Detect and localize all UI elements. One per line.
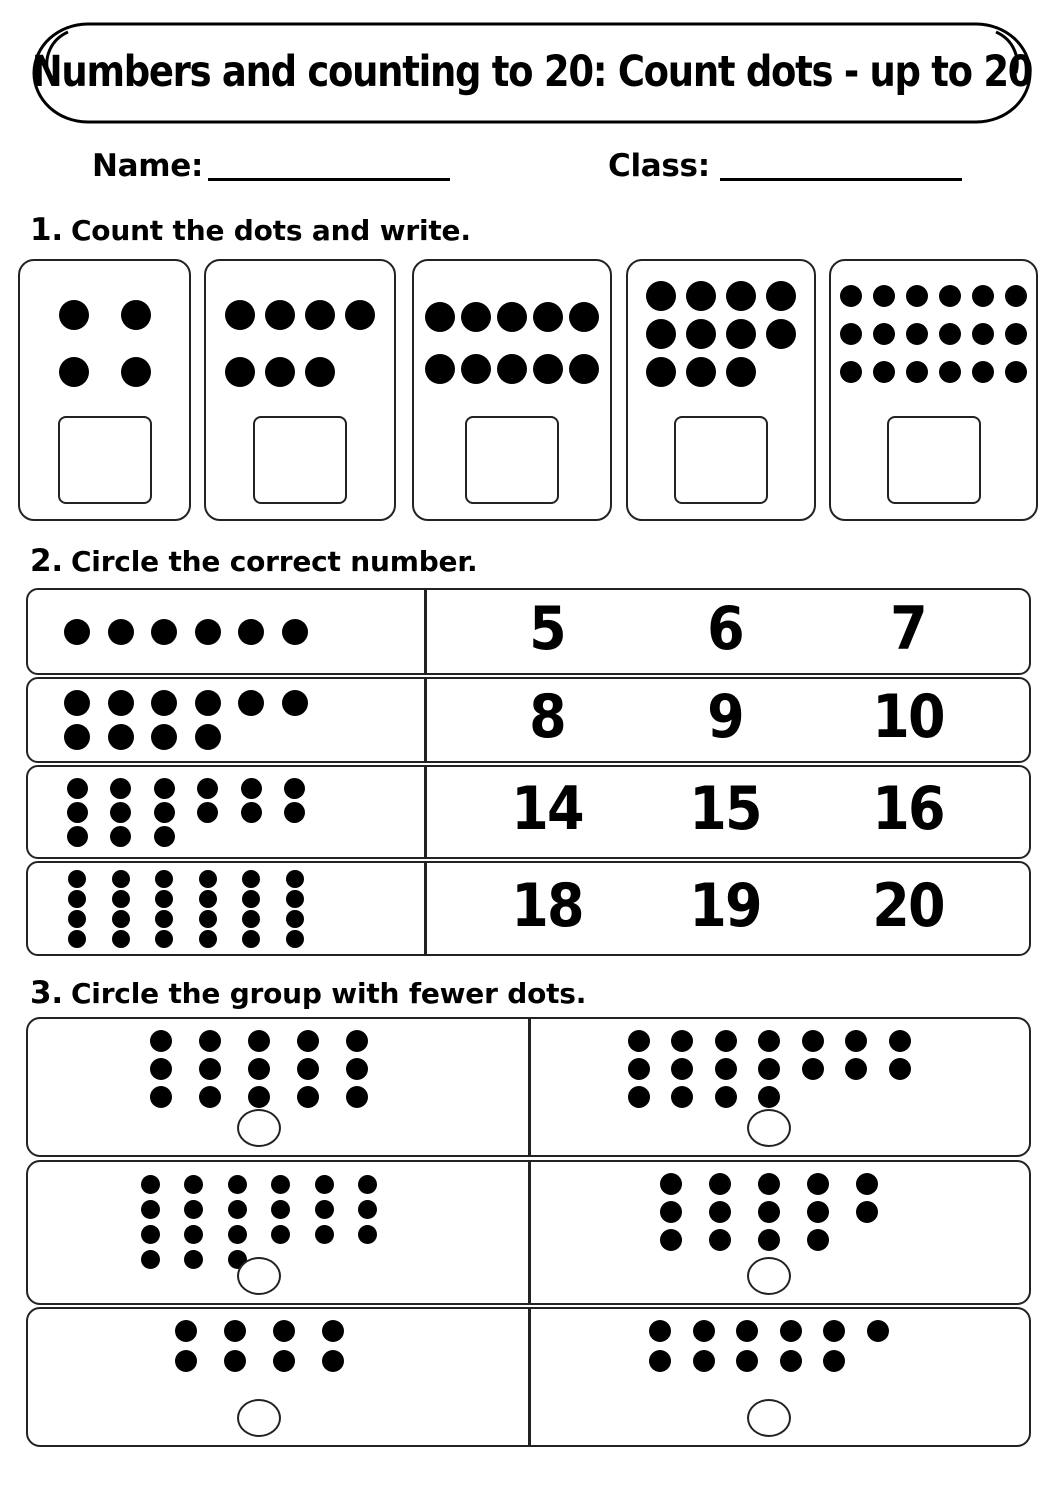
dot <box>802 1058 824 1080</box>
dot <box>345 300 375 330</box>
dot <box>660 1229 682 1251</box>
dot <box>569 302 599 332</box>
dot <box>68 930 86 948</box>
number-choice[interactable]: 7 <box>890 593 926 664</box>
dot <box>346 1086 368 1108</box>
dot <box>758 1229 780 1251</box>
number-choice[interactable]: 6 <box>707 593 743 664</box>
number-choice[interactable]: 8 <box>529 682 565 752</box>
number-choice[interactable]: 19 <box>689 870 761 941</box>
dot <box>241 802 262 823</box>
dot <box>693 1320 715 1342</box>
dot <box>297 1086 319 1108</box>
dot <box>758 1201 780 1223</box>
dot <box>68 910 86 928</box>
dot <box>108 619 134 645</box>
section-2-instruction: Circle the correct number. <box>70 545 478 578</box>
dot <box>315 1225 334 1244</box>
dot <box>709 1201 731 1223</box>
dot <box>873 323 895 345</box>
dot <box>845 1030 867 1052</box>
number-choice[interactable]: 14 <box>511 774 583 844</box>
dot <box>184 1175 203 1194</box>
dot <box>225 357 255 387</box>
row-divider <box>424 677 427 763</box>
dot <box>108 724 134 750</box>
dot <box>497 302 527 332</box>
dot <box>224 1320 246 1342</box>
dot <box>758 1086 780 1108</box>
dot <box>322 1350 344 1372</box>
dot <box>141 1225 160 1244</box>
dot <box>248 1058 270 1080</box>
dot <box>155 870 173 888</box>
dot <box>715 1030 737 1052</box>
dot <box>906 361 928 383</box>
dot <box>199 930 217 948</box>
right-answer-bubble[interactable] <box>747 1109 791 1147</box>
number-choice[interactable]: 10 <box>872 682 944 752</box>
dot <box>121 357 151 387</box>
dot <box>726 357 756 387</box>
dot <box>110 778 131 799</box>
dot <box>758 1058 780 1080</box>
dot <box>59 357 89 387</box>
dot <box>807 1229 829 1251</box>
dot <box>265 357 295 387</box>
dot <box>224 1350 246 1372</box>
dot <box>322 1320 344 1342</box>
dot <box>271 1175 290 1194</box>
dot <box>840 361 862 383</box>
dot <box>112 930 130 948</box>
number-choice[interactable]: 18 <box>511 870 583 941</box>
dot <box>461 302 491 332</box>
dot <box>199 1086 221 1108</box>
dot <box>67 826 88 847</box>
dot <box>59 300 89 330</box>
number-choice[interactable]: 5 <box>529 593 565 664</box>
dot <box>248 1086 270 1108</box>
class-label: Class: <box>608 148 710 184</box>
dot <box>175 1320 197 1342</box>
dot <box>315 1200 334 1219</box>
dot <box>199 870 217 888</box>
number-choice[interactable]: 9 <box>707 682 743 752</box>
dot <box>358 1175 377 1194</box>
right-answer-bubble[interactable] <box>747 1257 791 1295</box>
dot <box>693 1350 715 1372</box>
dot <box>807 1173 829 1195</box>
dot <box>840 323 862 345</box>
page-title: Numbers and counting to 20: Count dots - up to 20 <box>31 47 1033 97</box>
dot <box>305 357 335 387</box>
dot <box>807 1201 829 1223</box>
name-line[interactable] <box>208 178 450 181</box>
dot <box>154 802 175 823</box>
dot <box>242 910 260 928</box>
dot <box>199 1030 221 1052</box>
dot <box>758 1173 780 1195</box>
dot <box>155 890 173 908</box>
section-2-number: 2. <box>30 543 63 579</box>
dot <box>238 619 264 645</box>
dot <box>660 1173 682 1195</box>
dot <box>150 1030 172 1052</box>
dot <box>840 285 862 307</box>
row-divider <box>424 861 427 956</box>
left-answer-bubble[interactable] <box>237 1399 281 1437</box>
dot <box>628 1086 650 1108</box>
dot <box>110 826 131 847</box>
dot <box>286 910 304 928</box>
answer-box[interactable] <box>58 416 152 504</box>
answer-box[interactable] <box>674 416 768 504</box>
dot <box>906 285 928 307</box>
number-choice[interactable]: 15 <box>689 774 761 844</box>
dot <box>297 1058 319 1080</box>
dot <box>671 1058 693 1080</box>
answer-box[interactable] <box>253 416 347 504</box>
dot <box>68 870 86 888</box>
row-divider <box>424 765 427 859</box>
row-divider <box>424 588 427 675</box>
dot <box>845 1058 867 1080</box>
dot <box>155 910 173 928</box>
dot <box>141 1250 160 1269</box>
dot <box>686 281 716 311</box>
dot <box>346 1058 368 1080</box>
dot <box>709 1229 731 1251</box>
dot <box>68 890 86 908</box>
answer-box[interactable] <box>465 416 559 504</box>
dot <box>242 870 260 888</box>
dot <box>273 1350 295 1372</box>
dot <box>282 619 308 645</box>
dot <box>686 319 716 349</box>
dot <box>686 357 716 387</box>
dot <box>228 1225 247 1244</box>
dot <box>199 910 217 928</box>
dot <box>628 1058 650 1080</box>
dot <box>856 1173 878 1195</box>
dot <box>533 354 563 384</box>
dot <box>1005 285 1027 307</box>
dot <box>112 910 130 928</box>
dot <box>873 285 895 307</box>
dot <box>646 319 676 349</box>
row-divider <box>528 1160 531 1305</box>
dot <box>286 870 304 888</box>
dot <box>1005 323 1027 345</box>
dot <box>906 323 928 345</box>
section-1-heading <box>30 212 471 248</box>
dot <box>282 690 308 716</box>
section-2-heading <box>30 543 477 579</box>
dot <box>628 1030 650 1052</box>
dot <box>346 1030 368 1052</box>
dot <box>425 302 455 332</box>
dot <box>195 690 221 716</box>
class-line[interactable] <box>720 178 962 181</box>
dot <box>265 300 295 330</box>
dot <box>225 300 255 330</box>
dot <box>972 285 994 307</box>
dot <box>709 1173 731 1195</box>
dot <box>671 1030 693 1052</box>
dot <box>646 281 676 311</box>
dot <box>67 778 88 799</box>
dot <box>671 1086 693 1108</box>
dot <box>197 778 218 799</box>
dot <box>856 1201 878 1223</box>
dot <box>297 1030 319 1052</box>
dot <box>726 281 756 311</box>
dot <box>271 1200 290 1219</box>
dot <box>228 1175 247 1194</box>
dot <box>972 323 994 345</box>
dot <box>889 1058 911 1080</box>
answer-box[interactable] <box>887 416 981 504</box>
section-3-instruction: Circle the group with fewer dots. <box>70 977 587 1010</box>
right-answer-bubble[interactable] <box>747 1399 791 1437</box>
dot <box>110 802 131 823</box>
dot <box>67 802 88 823</box>
dot <box>780 1350 802 1372</box>
dot <box>284 778 305 799</box>
dot <box>939 285 961 307</box>
dot <box>154 826 175 847</box>
dot <box>175 1350 197 1372</box>
dot <box>873 361 895 383</box>
dot <box>286 930 304 948</box>
dot <box>646 357 676 387</box>
dot <box>284 802 305 823</box>
dot <box>305 300 335 330</box>
dot <box>112 890 130 908</box>
dot <box>1005 361 1027 383</box>
dot <box>242 930 260 948</box>
dot <box>141 1200 160 1219</box>
dot <box>425 354 455 384</box>
dot <box>867 1320 889 1342</box>
dot <box>112 870 130 888</box>
dot <box>358 1200 377 1219</box>
dot <box>780 1320 802 1342</box>
dot <box>889 1030 911 1052</box>
dot <box>108 690 134 716</box>
dot <box>150 1058 172 1080</box>
dot <box>195 619 221 645</box>
dot <box>197 802 218 823</box>
dot <box>121 300 151 330</box>
dot <box>766 319 796 349</box>
dot <box>569 354 599 384</box>
dot <box>184 1250 203 1269</box>
dot <box>241 778 262 799</box>
dot <box>533 302 563 332</box>
dot <box>195 724 221 750</box>
dot <box>497 354 527 384</box>
dot <box>242 890 260 908</box>
row-divider <box>528 1307 531 1447</box>
section-1-instruction: Count the dots and write. <box>70 214 471 247</box>
dot <box>939 323 961 345</box>
dot <box>184 1200 203 1219</box>
dot <box>184 1225 203 1244</box>
dot <box>199 890 217 908</box>
dot <box>315 1175 334 1194</box>
dot <box>802 1030 824 1052</box>
dot <box>150 1086 172 1108</box>
dot <box>766 281 796 311</box>
dot <box>715 1058 737 1080</box>
dot <box>972 361 994 383</box>
dot <box>286 890 304 908</box>
dot <box>141 1175 160 1194</box>
left-answer-bubble[interactable] <box>237 1257 281 1295</box>
dot <box>64 619 90 645</box>
number-choice[interactable]: 20 <box>872 870 944 941</box>
dot <box>715 1086 737 1108</box>
dot <box>758 1030 780 1052</box>
dot <box>248 1030 270 1052</box>
dot <box>155 930 173 948</box>
dot <box>660 1201 682 1223</box>
dot <box>228 1200 247 1219</box>
section-3-heading <box>30 975 586 1011</box>
dot <box>726 319 756 349</box>
dot <box>154 778 175 799</box>
dot <box>461 354 491 384</box>
dot <box>358 1225 377 1244</box>
dot <box>271 1225 290 1244</box>
dot <box>939 361 961 383</box>
dot <box>273 1320 295 1342</box>
row-divider <box>528 1017 531 1157</box>
name-label: Name: <box>92 148 204 184</box>
section-1-number: 1. <box>30 212 63 248</box>
number-choice[interactable]: 16 <box>872 774 944 844</box>
left-answer-bubble[interactable] <box>237 1109 281 1147</box>
section-3-number: 3. <box>30 975 63 1011</box>
dot <box>199 1058 221 1080</box>
dot <box>151 619 177 645</box>
